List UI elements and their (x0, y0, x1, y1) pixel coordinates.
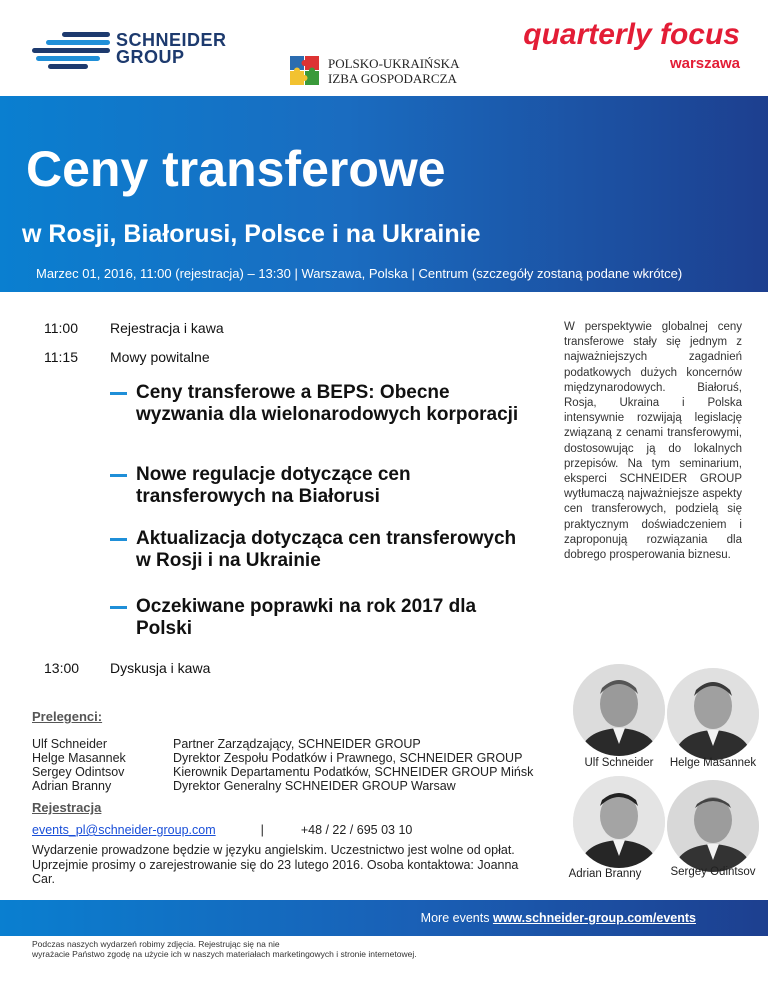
speaker-name: Ulf Schneider (32, 737, 108, 751)
speaker-role: Dyrektor Zespołu Podatków i Prawnego, SCHNEIDER GROUP (173, 751, 523, 765)
agenda-time: 13:00 (44, 660, 80, 676)
city-label: warszawa (669, 55, 740, 72)
dash-bullet-icon (110, 474, 127, 477)
speaker-names (32, 737, 126, 793)
registration-heading: Rejestracja (32, 800, 102, 815)
speaker-name: Sergey Odintsov (32, 765, 125, 779)
speaker-photo (573, 776, 665, 868)
registration-contact (32, 823, 412, 837)
agenda-topic: Aktualizacja dotycząca cen transferowych w Rosji i na Ukrainie (110, 528, 530, 572)
footer-prefix: More events (420, 911, 493, 925)
speaker-roles (173, 737, 533, 793)
person-icon (667, 780, 759, 872)
agenda-item: Mowy powitalne (110, 349, 210, 365)
schneider-logo-text: SCHNEIDER GROUP (116, 30, 227, 67)
email-link[interactable]: events_pl@schneider-group.com (32, 823, 216, 837)
speaker-photo (667, 668, 759, 760)
page-title: Ceny transferowe (26, 141, 446, 197)
agenda-topic: Ceny transferowe a BEPS: Obecne wyzwania dla wielonarodowych korporacji (110, 382, 530, 426)
speaker-photo (573, 664, 665, 756)
partner-name-line1: POLSKO-UKRAIŃSKA (328, 56, 460, 71)
agenda-topic: Oczekiwane poprawki na rok 2017 dla Polski (110, 596, 530, 640)
speaker-role: Kierownik Departamentu Podatków, SCHNEIDER GROUP Mińsk (173, 765, 534, 779)
agenda-item: Rejestracja i kawa (110, 320, 224, 336)
events-link[interactable]: www.schneider-group.com/events (492, 911, 696, 925)
schneider-logo-mark-icon (32, 30, 112, 70)
photo-caption: Adrian Branny (568, 868, 642, 880)
agenda-item: Dyskusja i kawa (110, 660, 211, 676)
quarterly-focus-label: quarterly focus (523, 18, 740, 51)
separator: | (260, 823, 264, 837)
partner-name-line2: IZBA GOSPODARCZA (328, 71, 457, 86)
speaker-role: Dyrektor Generalny SCHNEIDER GROUP Warsaw (173, 779, 456, 793)
speaker-photo (667, 780, 759, 872)
speakers-heading: Prelegenci: (32, 709, 103, 724)
photo-caption: Sergey Odintsov (670, 866, 756, 878)
dash-bullet-icon (110, 392, 127, 395)
event-details: Marzec 01, 2016, 11:00 (rejestracja) – 13:30 | Warszawa, Polska | Centrum (szczegóły zostaną podane wkrótce) (36, 266, 683, 281)
agenda-time: 11:15 (44, 349, 78, 365)
agenda-topic: Nowe regulacje dotyczące cen transferowych na Białorusi (110, 464, 530, 508)
dash-bullet-icon (110, 606, 127, 609)
agenda-time: 11:00 (44, 320, 78, 336)
person-icon (573, 664, 665, 756)
person-icon (573, 776, 665, 868)
photo-caption: Helge Masannek (669, 757, 757, 769)
footer-more-events (421, 911, 696, 925)
photo-caption: Ulf Schneider (584, 757, 654, 769)
puzzle-icon (288, 54, 322, 88)
registration-note: Wydarzenie prowadzone będzie w języku angielskim. Uczestnictwo jest wolne od opłat. Uprzejmie prosimy o zarejestrowanie się do 23 lutego 2016. Osoba kontaktowa: Joanna Car. (32, 843, 519, 886)
page-subtitle: w Rosji, Białorusi, Polsce i na Ukrainie (22, 220, 481, 248)
speaker-name: Helge Masannek (32, 751, 126, 765)
speaker-role: Partner Zarządzający, SCHNEIDER GROUP (173, 737, 421, 751)
phone-number: +48 / 22 / 695 03 10 (300, 823, 413, 837)
dash-bullet-icon (110, 538, 127, 541)
photo-disclaimer: Podczas naszych wydarzeń robimy zdjęcia. Rejestrując się na nie wyrażacie Państwo zgodę na użycie ich w naszych materiałach marketingowych i stronie internetowej. (32, 939, 417, 959)
person-icon (667, 668, 759, 760)
speaker-name: Adrian Branny (32, 779, 112, 793)
seminar-description: W perspektywie globalnej ceny transferowe stały się jednym z najważniejszych zagadnień podatkowych dużych koncernów międzynarodowych. Białoruś, Rosja, Ukraina i Polska intensywnie rozwijają legislację związaną z cenami transferowymi, dostosowując ją do lokalnych przepisów. Na tym seminarium, eksperci SCHNEIDER GROUP wytłumaczą najważniejsze aspekty cen transferowych, podzielą się praktycznym doświadczeniem i zaproponują rozwiązania dla dobrego prosperowania biznesu. (564, 321, 742, 562)
